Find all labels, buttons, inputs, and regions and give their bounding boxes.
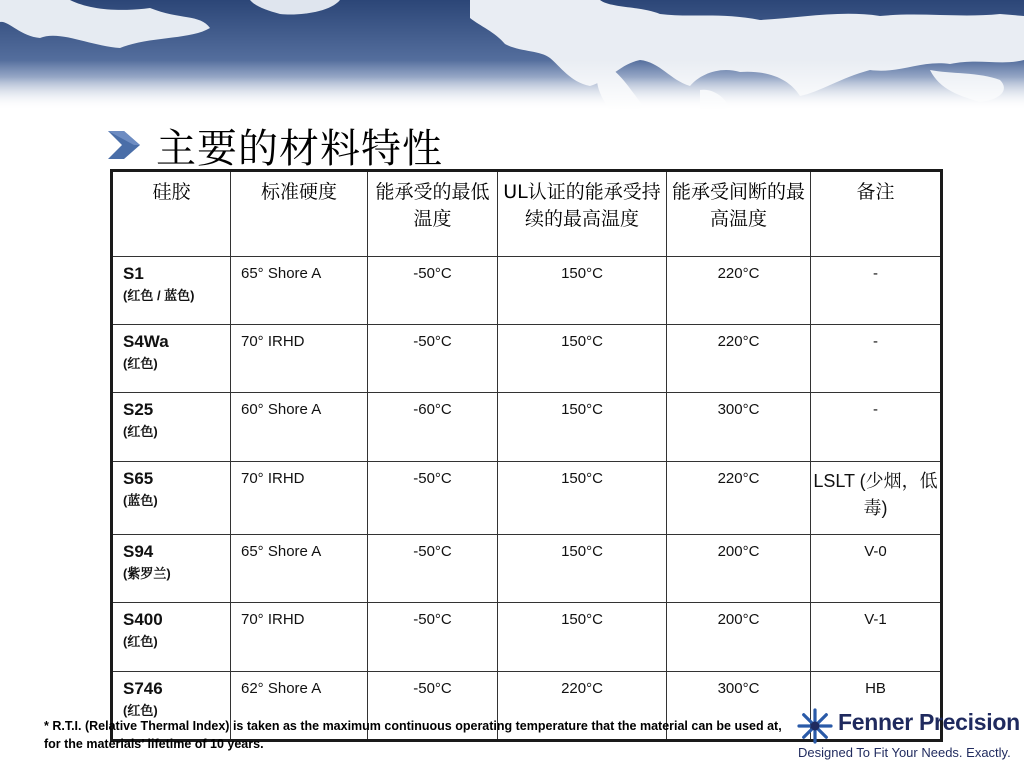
- material-color: (紫罗兰): [123, 566, 171, 581]
- min-temp-cell: -50°C: [368, 325, 498, 393]
- material-properties-table: [110, 169, 943, 742]
- hardness-cell: 70° IRHD: [231, 325, 368, 393]
- ul-temp-cell: 150°C: [498, 462, 667, 535]
- material-color: (红色): [123, 424, 158, 439]
- material-cell: [112, 393, 231, 462]
- note-cell: -: [811, 325, 942, 393]
- hardness-cell: 65° Shore A: [231, 535, 368, 603]
- material-color: (红色): [123, 634, 158, 649]
- min-temp-cell: -50°C: [368, 603, 498, 672]
- hardness-cell: 70° IRHD: [231, 462, 368, 535]
- note-cell: HB: [811, 672, 942, 741]
- min-temp-cell: -60°C: [368, 393, 498, 462]
- intermittent-temp-cell: 300°C: [667, 393, 811, 462]
- table-row: [112, 325, 942, 393]
- logo-tagline: Designed To Fit Your Needs. Exactly.: [798, 745, 1011, 760]
- logo-name: Fenner Precision: [838, 709, 1020, 735]
- note-cell: V-0: [811, 535, 942, 603]
- material-cell: [112, 325, 231, 393]
- material-name: S25: [123, 400, 154, 419]
- material-cell: [112, 603, 231, 672]
- intermittent-temp-cell: 200°C: [667, 535, 811, 603]
- header-notes: 备注: [811, 171, 942, 257]
- note-cell: V-1: [811, 603, 942, 672]
- hardness-cell: 65° Shore A: [231, 257, 368, 325]
- material-cell: [112, 257, 231, 325]
- table-header-row: [112, 171, 942, 257]
- material-name: S4Wa: [123, 332, 169, 351]
- chevron-right-arrow-icon: [104, 125, 144, 165]
- table-row: [112, 535, 942, 603]
- slide-title-row: [104, 118, 443, 172]
- intermittent-temp-cell: 220°C: [667, 462, 811, 535]
- ul-temp-cell: 150°C: [498, 393, 667, 462]
- min-temp-cell: -50°C: [368, 672, 498, 741]
- min-temp-cell: -50°C: [368, 257, 498, 325]
- material-color: (蓝色): [123, 493, 158, 508]
- material-color: (红色 / 蓝色): [123, 288, 195, 303]
- min-temp-cell: -50°C: [368, 535, 498, 603]
- material-name: S746: [123, 679, 163, 698]
- material-name: S400: [123, 610, 163, 629]
- material-name: S1: [123, 264, 144, 283]
- footnote-rti: * R.T.I. (Relative Thermal Index) is taken as the maximum continuous operating temperature that the material can be used at, for the materials’ lifetime of 10 years.: [44, 719, 782, 751]
- fenner-precision-logo: [796, 707, 1020, 763]
- material-cell: [112, 462, 231, 535]
- note-cell: -: [811, 257, 942, 325]
- table-row: [112, 257, 942, 325]
- table-row: [112, 603, 942, 672]
- slide-title: 主要的材料特性: [156, 125, 443, 172]
- hardness-cell: 70° IRHD: [231, 603, 368, 672]
- intermittent-temp-cell: 300°C: [667, 672, 811, 741]
- header-min-temp: 能承受的最低温度: [368, 171, 498, 257]
- material-color: (红色): [123, 356, 158, 371]
- header-intermittent-temp: 能承受间断的最高温度: [667, 171, 811, 257]
- header-silicone: 硅胶: [112, 171, 231, 257]
- intermittent-temp-cell: 220°C: [667, 257, 811, 325]
- material-name: S65: [123, 469, 154, 488]
- world-map-banner: [0, 0, 1024, 110]
- min-temp-cell: -50°C: [368, 462, 498, 535]
- header-hardness: 标准硬度: [231, 171, 368, 257]
- material-name: S94: [123, 542, 154, 561]
- table-row: [112, 393, 942, 462]
- note-cell: LSLT (少烟，低毒): [811, 462, 942, 535]
- ul-temp-cell: 150°C: [498, 325, 667, 393]
- world-map-image: [0, 0, 1024, 110]
- hardness-cell: 60° Shore A: [231, 393, 368, 462]
- ul-temp-cell: 150°C: [498, 603, 667, 672]
- hardness-cell: 62° Shore A: [231, 672, 368, 741]
- intermittent-temp-cell: 220°C: [667, 325, 811, 393]
- material-color: (红色): [123, 703, 158, 718]
- ul-temp-cell: 150°C: [498, 535, 667, 603]
- header-ul-temp: UL认证的能承受持续的最高温度: [498, 171, 667, 257]
- material-cell: [112, 535, 231, 603]
- table-row: [112, 462, 942, 535]
- note-cell: -: [811, 393, 942, 462]
- ul-temp-cell: 220°C: [498, 672, 667, 741]
- intermittent-temp-cell: 200°C: [667, 603, 811, 672]
- snowflake-star-logo-icon: [796, 707, 834, 745]
- ul-temp-cell: 150°C: [498, 257, 667, 325]
